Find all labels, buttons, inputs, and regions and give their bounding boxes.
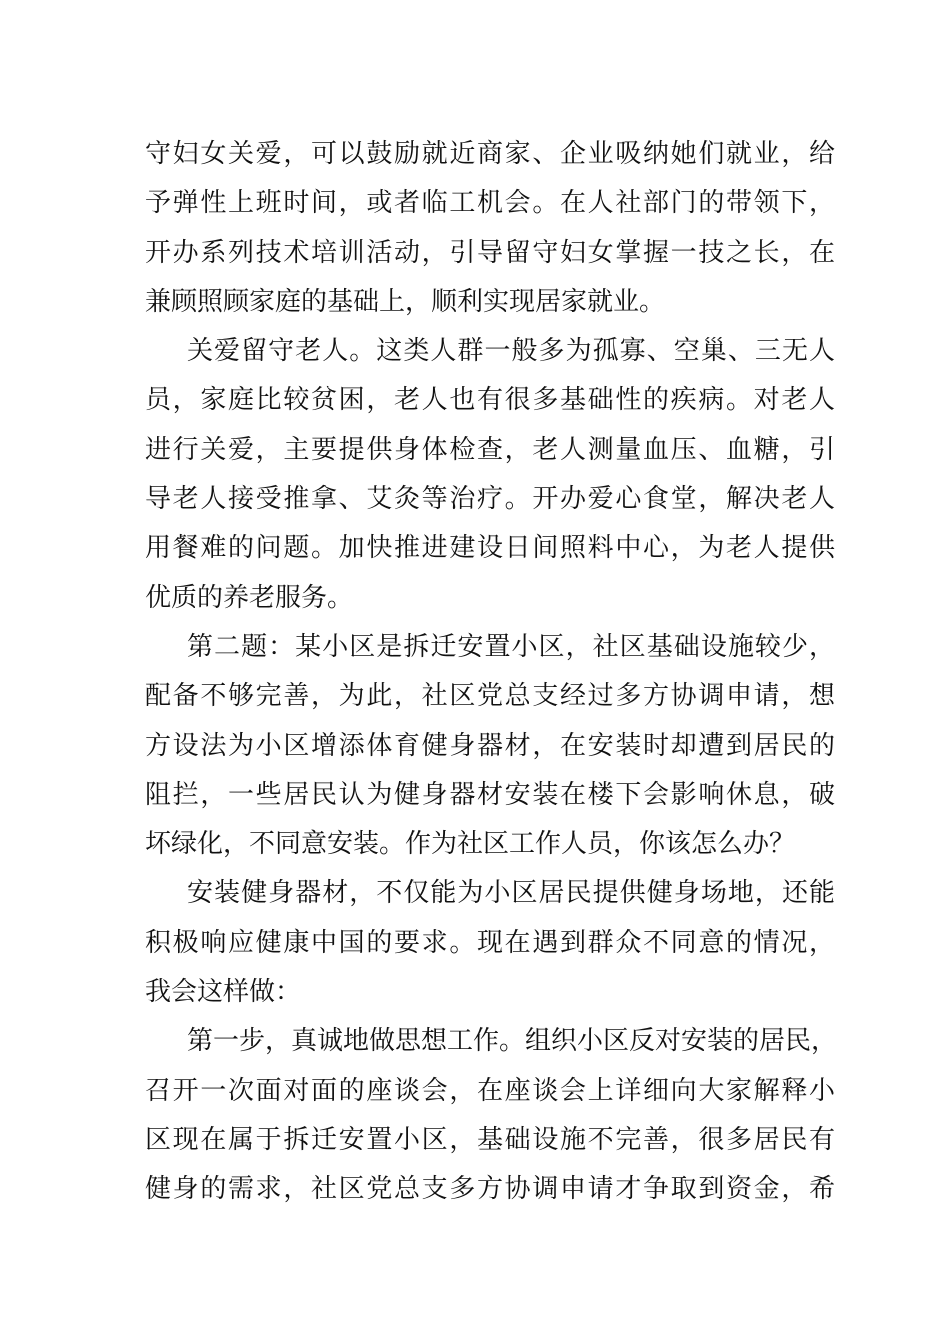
text-line: 导老人接受推拿、艾灸等治疗。开办爱心食堂，解决老人: [145, 484, 835, 515]
paragraph-start-line: 第一步，真诚地做思想工作。组织小区反对安装的居民，: [187, 1026, 838, 1057]
text-line: 区现在属于拆迁安置小区，基础设施不完善，很多居民有: [145, 1124, 835, 1155]
text-line: 阻拦，一些居民认为健身器材安装在楼下会影响休息，破: [145, 779, 835, 810]
text-line: 用餐难的问题。加快推进建设日间照料中心，为老人提供: [145, 533, 835, 564]
paragraph-start-line: 关爱留守老人。这类人群一般多为孤寡、空巢、三无人: [187, 336, 835, 367]
text-line: 予弹性上班时间，或者临工机会。在人社部门的带领下，: [145, 188, 835, 219]
text-line: 坏绿化，不同意安装。作为社区工作人员，你该怎么办？: [145, 829, 796, 860]
text-line: 守妇女关爱，可以鼓励就近商家、企业吸纳她们就业，给: [145, 139, 835, 169]
text-line: 健身的需求，社区党总支多方协调申请才争取到资金，希: [145, 1174, 835, 1205]
text-line: 积极响应健康中国的要求。现在遇到群众不同意的情况，: [145, 927, 835, 958]
text-line: 兼顾照顾家庭的基础上，顺利实现居家就业。: [145, 286, 666, 317]
text-line: 开办系列技术培训活动，引导留守妇女掌握一技之长，在: [145, 237, 835, 268]
text-line: 进行关爱，主要提供身体检查，老人测量血压、血糖，引: [145, 434, 835, 465]
text-line: 员，家庭比较贫困，老人也有很多基础性的疾病。对老人: [145, 385, 835, 416]
text-line: 优质的养老服务。: [145, 582, 354, 613]
paragraph-start-line: 安装健身器材，不仅能为小区居民提供健身场地，还能: [187, 878, 835, 909]
text-line: 配备不够完善，为此，社区党总支经过多方协调申请，想: [145, 681, 835, 712]
text-line: 方设法为小区增添体育健身器材，在安装时却遭到居民的: [145, 730, 835, 761]
body-text: [145, 130, 838, 1215]
paragraph-start-line: 第二题：某小区是拆迁安置小区，社区基础设施较少，: [187, 631, 835, 662]
text-line: 我会这样做：: [145, 977, 302, 1008]
text-line: 召开一次面对面的座谈会，在座谈会上详细向大家解释小: [145, 1075, 835, 1106]
